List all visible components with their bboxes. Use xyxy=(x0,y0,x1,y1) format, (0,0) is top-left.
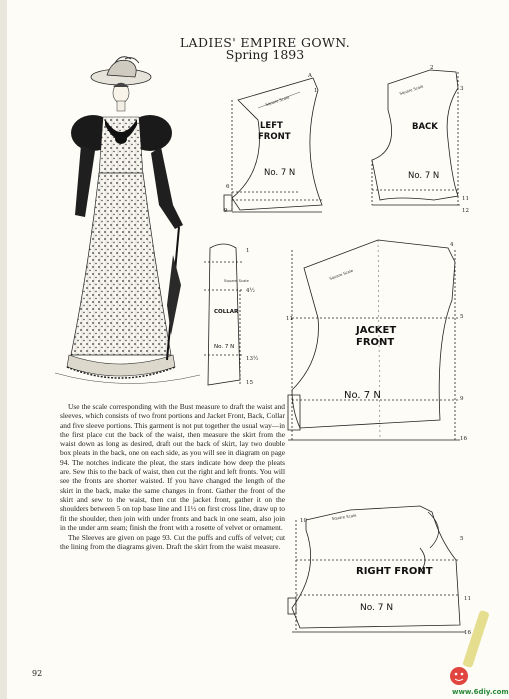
jacket-front-label-1: JACKET xyxy=(356,325,397,336)
svg-text:9: 9 xyxy=(460,396,464,402)
jacket-front-scale-note: Square Scale xyxy=(328,267,354,281)
svg-text:11: 11 xyxy=(464,596,471,602)
page-number: 92 xyxy=(32,669,43,678)
back-label: BACK xyxy=(412,122,438,132)
svg-text:1: 1 xyxy=(314,88,318,94)
back-size: No. 7 N xyxy=(408,171,440,181)
left-front-label-1: LEFT xyxy=(260,121,283,131)
watermark-url: www.6diy.com xyxy=(452,688,509,696)
back-scale-note: Square Scale xyxy=(398,83,424,96)
svg-text:16: 16 xyxy=(460,436,467,442)
collar-scale-note: Square Scale xyxy=(224,278,249,283)
instructions-paragraph-1: Use the scale corresponding with the Bust measure to draft the waist and sleeves, which consists of two front portions and Jacket Front, Back, Collar and five sleeve portions. This garment is not put together the usual way—in the first place cut the back of the waist, then measure the skirt from the waist down as long as desired, draft out the back of skirt, lay two double box pleats in the back, one on each side, as you will see in diagram on page 94. The notches indicate the pleat, the stars indicate how deep the pleats are. Sew this to the back of waist, then cut the right and left fronts. You will see the fronts are shorter waisted. If you have changed the length of the skirt in the back, make the same changes in front. Gather the front of the skirt and sew to the waist, then cut the jacket front, gather it on the shoulders between 5 on top base line and 11½ on first cross line, draw up to fit the shoulder, then join with under fronts and back in one seam, also join in the under arm seam; finish the front with a rosette of velvet or ornament. xyxy=(60,402,285,532)
svg-text:15: 15 xyxy=(246,380,253,386)
collar-label: COLLAR xyxy=(214,309,239,315)
svg-text:9: 9 xyxy=(224,208,228,214)
svg-text:6: 6 xyxy=(226,184,230,190)
svg-text:13½: 13½ xyxy=(246,356,259,362)
svg-text:11: 11 xyxy=(462,196,469,202)
svg-text:2: 2 xyxy=(430,65,434,71)
jacket-front-size: No. 7 N xyxy=(344,390,381,401)
watermark-logo xyxy=(445,602,505,692)
left-front-label-2: FRONT xyxy=(258,132,291,142)
collar-size: No. 7 N xyxy=(214,344,235,350)
right-front-scale-note: Square Scale xyxy=(331,512,357,521)
svg-text:3: 3 xyxy=(460,86,464,92)
svg-text:A: A xyxy=(308,73,312,79)
page-subtitle: Spring 1893 xyxy=(225,47,305,62)
right-front-label: RIGHT FRONT xyxy=(356,566,433,577)
svg-text:16: 16 xyxy=(464,630,471,636)
jacket-front-label-2: FRONT xyxy=(356,337,395,348)
svg-text:11: 11 xyxy=(286,316,293,322)
instructions-paragraph-2: The Sleeves are given on page 93. Cut the puffs and cuffs of velvet; cut the lining from the diagrams given. Draft the skirt from the waist measure. xyxy=(60,533,285,552)
instructions-text xyxy=(60,402,285,552)
svg-text:4½: 4½ xyxy=(246,288,255,294)
svg-text:5: 5 xyxy=(460,536,464,542)
left-front-size: No. 7 N xyxy=(264,168,296,178)
svg-text:12: 12 xyxy=(462,208,469,214)
svg-text:4: 4 xyxy=(450,242,454,248)
left-front-scale-note: Square Scale xyxy=(264,94,290,107)
svg-text:5: 5 xyxy=(460,314,464,320)
svg-text:10: 10 xyxy=(300,518,307,524)
page-title: LADIES' EMPIRE GOWN. xyxy=(179,35,351,50)
left-front-pattern xyxy=(224,78,322,212)
svg-text:1: 1 xyxy=(246,248,250,254)
right-front-size: No. 7 N xyxy=(360,603,394,613)
